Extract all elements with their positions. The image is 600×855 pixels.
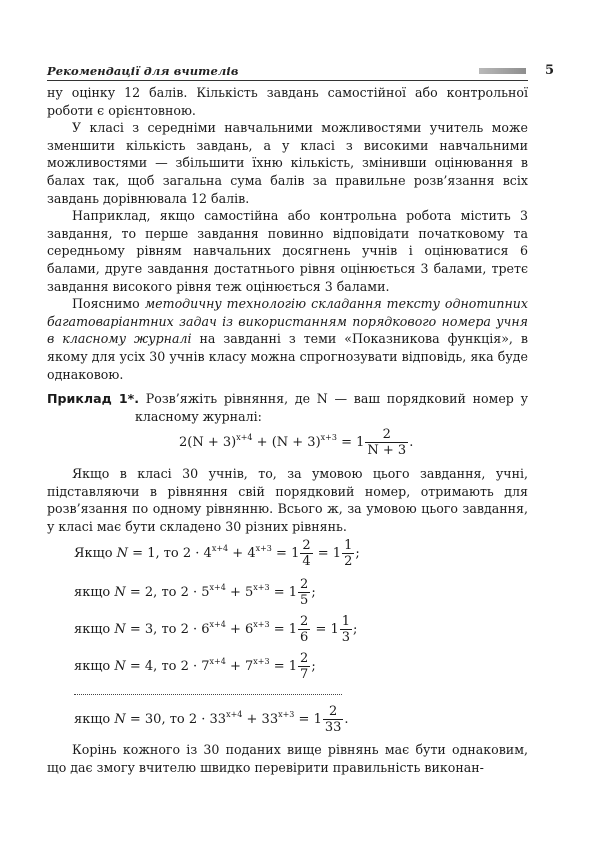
case-end: ;: [355, 546, 360, 561]
case-lead: якщо: [74, 659, 115, 674]
paragraph-1: ну оцінку 12 балів. Кількість завдань самостійної або контрольної роботи є орієнтовною.: [47, 85, 528, 118]
case-frac1: [298, 614, 310, 645]
frac-den: 2: [344, 554, 353, 569]
case-exp2: x+3: [253, 657, 270, 666]
case-eq: = 1: [269, 659, 298, 674]
running-header: [47, 63, 554, 78]
case-exp1: x+4: [209, 620, 226, 629]
example-block: [47, 390, 528, 425]
case-mid: + 33: [242, 712, 279, 727]
example-label: Приклад 1*.: [47, 391, 140, 406]
paragraph-3: Наприклад, якщо самостійна або контрольна робота містить 3 завдання, то перше завдання повинно відповідати початковому та середньому рівням навчальних досягнень учнів і оцінюватися 6 балами, друге завдання достатнього рівня оцінюється 3 балами, третє завдання високого рівня теж оцінюється 3 балами.: [47, 208, 528, 294]
case-end: .: [344, 712, 349, 727]
case-n: N: [114, 712, 126, 727]
case-mid: + 4: [228, 546, 256, 561]
header-title: Рекомендації для вчителів: [47, 64, 239, 78]
case-end: ;: [311, 585, 316, 600]
header-rule: [47, 80, 528, 81]
eq-exp1: x+4: [236, 433, 253, 442]
case-frac2: [340, 614, 352, 645]
paragraph-6: Корінь кожного із 30 поданих вище рівнянь має бути однаковим, що дає змогу вчителю швидко перевірити правильність виконан-: [47, 742, 528, 775]
eq-left: 2(N + 3): [179, 435, 237, 450]
case-exp2: x+3: [278, 710, 295, 719]
case-eq: = 1: [269, 622, 298, 637]
case-lead: Якщо: [74, 546, 117, 561]
case-frac1: [323, 704, 344, 735]
paragraph-4-tail: на завданні з теми «Показникова функція», в якому для усіх 30 учнів класу можна спрогнозувати відповідь, яка буде однаковою.: [47, 331, 528, 382]
eq-frac-den: N + 3: [367, 443, 407, 458]
frac-den: 4: [302, 554, 311, 569]
case-lead: якщо: [74, 712, 115, 727]
frac-num: 2: [302, 538, 311, 553]
case-mid: + 5: [225, 585, 254, 600]
case-n: N: [116, 546, 129, 561]
case-lead: якщо: [74, 622, 115, 637]
case-eq2: = 1: [311, 622, 339, 637]
case-base: = 30, то 2 · 33: [125, 712, 227, 727]
case-eq2: = 1: [313, 546, 342, 561]
case-n: N: [114, 622, 126, 637]
frac-den: 33: [324, 720, 342, 735]
case-exp2: x+3: [253, 583, 270, 592]
paragraph-4: [47, 295, 528, 383]
case-eq: = 1: [271, 546, 300, 561]
eq-fraction: [365, 427, 408, 458]
frac-den: 5: [300, 593, 309, 608]
frac-num: 1: [344, 538, 353, 553]
case-n1: [74, 538, 360, 569]
ellipsis-dotted-line: [74, 694, 342, 695]
paragraph-2: У класі з середніми навчальними можливостями учитель може зменшити кількість завдань, а у класі з високими навчальними можливостями — збільшити їхню кількість, змінивши оцінювання в балах так, щоб загальна сума балів за правильне розв’язання всіх завдань дорівнювала 12 балів.: [47, 120, 528, 206]
case-n3: [74, 614, 357, 645]
case-exp1: x+4: [226, 710, 243, 719]
frac-num: 2: [300, 651, 309, 666]
case-n30: [74, 704, 349, 735]
case-frac1: [298, 577, 310, 608]
eq-plus: + (N + 3): [252, 435, 321, 450]
case-eq: = 1: [269, 585, 298, 600]
case-exp1: x+4: [209, 583, 226, 592]
paragraph-4-lead: Пояснимо: [72, 296, 145, 312]
frac-den: 3: [341, 630, 351, 645]
case-base: = 2, то 2 · 5: [125, 585, 210, 600]
case-base: = 1, то 2 · 4: [128, 546, 212, 561]
text-block-bottom: [47, 741, 528, 776]
case-exp2: x+3: [253, 620, 270, 629]
case-mid: + 6: [225, 622, 254, 637]
case-end: ;: [353, 622, 358, 637]
case-exp1: x+4: [211, 544, 229, 553]
case-n4: [74, 651, 316, 682]
text-block-top: [47, 84, 528, 383]
paragraph-5: Якщо в класі 30 учнів, то, за умовою цього завдання, учні, підставляючи в рівняння свій порядковий номер, отримають для розв’язання по одному рівнянню. Всього ж, за умовою цього завдання, у класі має бути складено 30 різних рівнянь.: [47, 466, 528, 534]
frac-den: 6: [300, 630, 309, 645]
header-decoration-bar: [479, 68, 526, 74]
eq-end: .: [409, 435, 414, 450]
case-base: = 3, то 2 · 6: [125, 622, 210, 637]
case-exp1: x+4: [209, 657, 226, 666]
case-n: N: [114, 659, 126, 674]
example-paragraph: [47, 390, 528, 425]
frac-num: 2: [300, 614, 309, 629]
case-frac2: [342, 538, 354, 569]
case-n2: [74, 577, 316, 608]
frac-den: 7: [300, 667, 309, 682]
text-block-middle: [47, 465, 528, 535]
eq-exp2: x+3: [320, 433, 337, 442]
page-number: 5: [544, 63, 554, 78]
case-exp2: x+3: [255, 544, 272, 553]
example-text: Розв’яжіть рівняння, де N — ваш порядковий номер у класному журналі:: [135, 391, 528, 424]
case-lead: якщо: [74, 585, 115, 600]
case-n: N: [114, 585, 126, 600]
frac-num: 1: [341, 614, 351, 629]
case-mid: + 7: [225, 659, 254, 674]
eq-equals: = 1: [336, 435, 365, 450]
case-eq: = 1: [294, 712, 322, 727]
case-end: ;: [311, 659, 316, 674]
frac-num: 2: [300, 577, 309, 592]
frac-num: 2: [323, 704, 344, 720]
case-frac1: [298, 651, 310, 682]
eq-frac-num: 2: [365, 427, 408, 443]
case-frac1: [300, 538, 312, 569]
case-base: = 4, то 2 · 7: [125, 659, 210, 674]
main-equation: [179, 427, 413, 458]
paragraph-4-italic: методичну технологію складання тексту однотипних багатоваріантних задач із використанням порядкового номера учня в класному журналі: [47, 296, 528, 347]
